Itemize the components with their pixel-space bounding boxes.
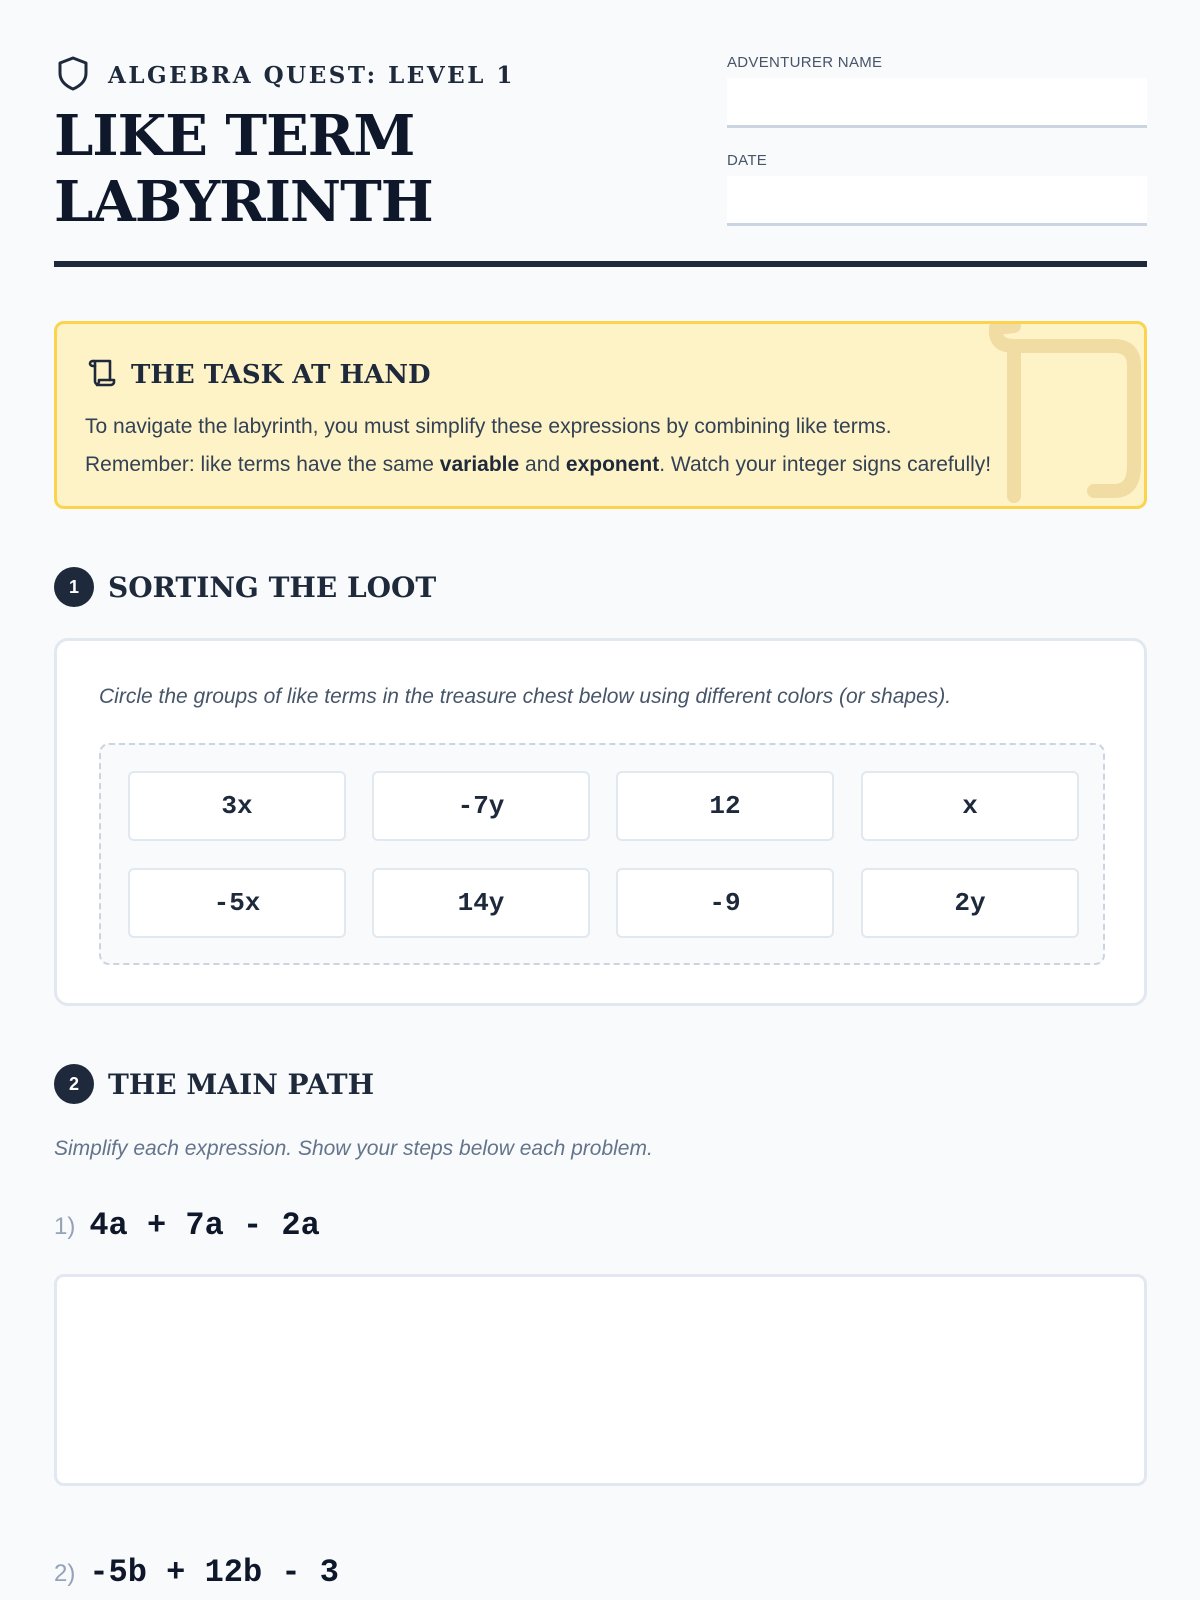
work-area[interactable] [54,1274,1147,1486]
term-tile[interactable]: -9 [616,868,834,938]
task-box [54,321,1147,509]
task-instructions [85,408,1115,484]
task-title: THE TASK AT HAND [131,359,431,390]
date-input[interactable] [727,176,1147,226]
problem-2 [54,1554,339,1591]
section-2-number: 2 [54,1064,94,1104]
adventurer-name-field [727,54,1147,128]
task-line-2 [85,446,1115,484]
task-line-2-end: . Watch your integer signs carefully! [659,453,992,476]
term-tile[interactable]: 3x [128,771,346,841]
term-tile[interactable]: 14y [372,868,590,938]
loot-instruction: Circle the groups of like terms in the treasure chest below using different colors (or shapes). [99,685,952,708]
problem-number: 2) [54,1560,76,1587]
term-tile[interactable]: -7y [372,771,590,841]
problem-number: 1) [54,1213,76,1240]
title-line-2: LABYRINTH [54,169,433,235]
term-tile[interactable]: x [861,771,1079,841]
task-line-2-connector: and [519,453,566,476]
scroll-icon [85,356,117,393]
section-2-title: THE MAIN PATH [108,1067,375,1101]
worksheet-title [54,103,433,235]
header-divider [54,261,1147,267]
date-field [727,152,1147,226]
worksheet-header [54,0,1147,268]
problem-expression: -5b + 12b - 3 [89,1554,339,1591]
section-2-header [54,1064,374,1104]
section-1-number: 1 [54,567,94,607]
loot-card [54,638,1147,1006]
term-tile[interactable]: 12 [616,771,834,841]
term-tile[interactable]: -5x [128,868,346,938]
path-instruction: Simplify each expression. Show your steps below each problem. [54,1137,653,1160]
adventurer-name-label: ADVENTURER NAME [727,54,883,71]
treasure-chest [99,743,1105,965]
problem-1 [54,1207,320,1244]
section-1-header [54,567,436,607]
problem-expression: 4a + 7a - 2a [89,1207,320,1244]
shield-icon [56,55,90,96]
keyword-variable: variable [439,453,520,476]
section-1-title: SORTING THE LOOT [108,570,437,604]
date-label: DATE [727,152,768,169]
level-label: ALGEBRA QUEST: LEVEL 1 [108,62,515,89]
title-line-1: LIKE TERM [54,103,415,169]
adventurer-name-input[interactable] [727,78,1147,128]
task-line-2-text: Remember: like terms have the same [85,453,440,476]
level-kicker [56,55,515,96]
keyword-exponent: exponent [565,453,660,476]
task-header [85,356,431,393]
task-line-1: To navigate the labyrinth, you must simplify these expressions by combining like terms. [85,415,892,438]
term-tile[interactable]: 2y [861,868,1079,938]
